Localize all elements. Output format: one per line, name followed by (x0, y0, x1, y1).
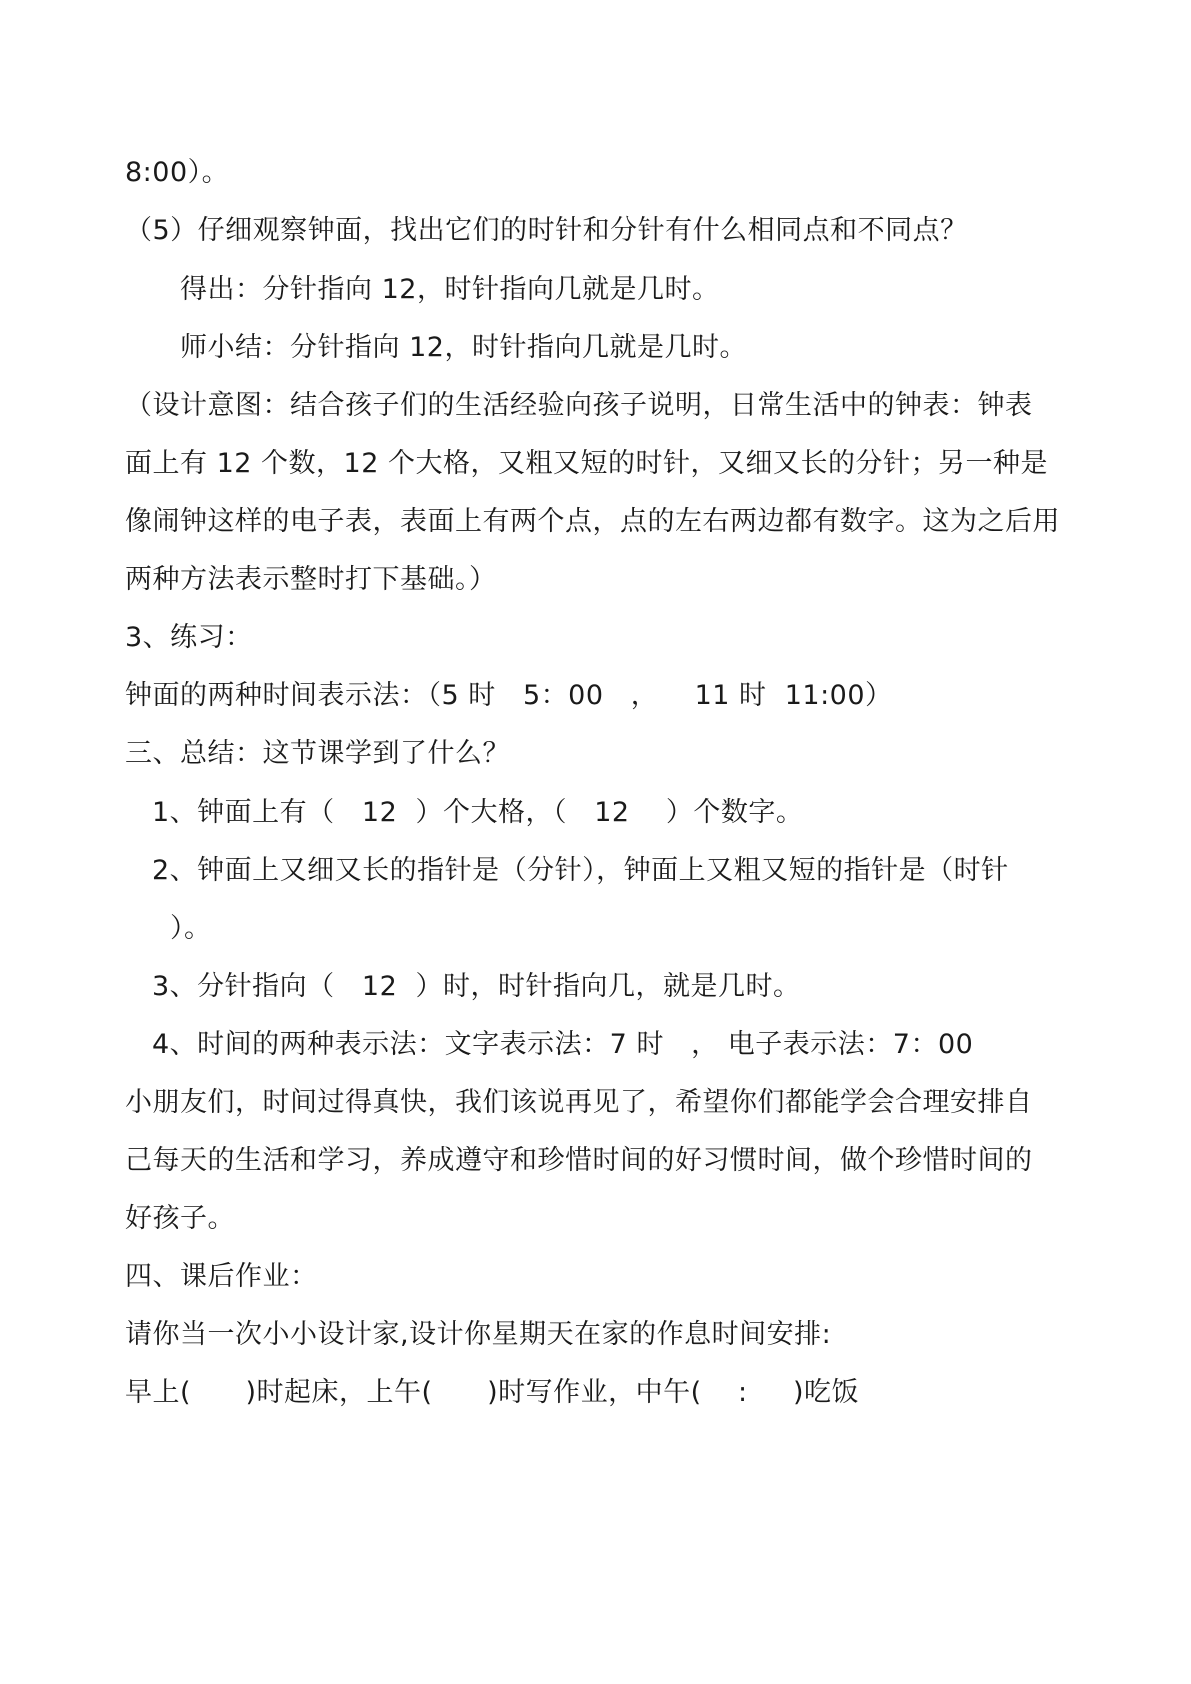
text-line: 师小结：分针指向 12，时针指向几就是几时。 (180, 332, 747, 363)
text-line: 小朋友们，时间过得真快，我们该说再见了，希望你们都能学会合理安排自 (125, 1087, 1033, 1118)
list-item: 2、钟面上又细又长的指针是（分针），钟面上又粗又短的指针是（时针 (152, 855, 1009, 886)
text-line: （设计意图：结合孩子们的生活经验向孩子说明，日常生活中的钟表：钟表 (125, 390, 1033, 421)
list-item: 1、钟面上有（ 12 ）个大格，（ 12 ）个数字。 (152, 797, 804, 828)
text-line: 钟面的两种时间表示法：（5 时 5：00 ， 11 时 11:00） (125, 680, 893, 711)
text-line: （5）仔细观察钟面，找出它们的时针和分针有什么相同点和不同点？ (125, 215, 968, 246)
text-line: 8:00）。 (125, 157, 230, 188)
section-heading: 四、课后作业： (125, 1261, 318, 1292)
list-item: 4、时间的两种表示法：文字表示法：7 时 ， 电子表示法：7：00 (152, 1029, 974, 1060)
text-line: 面上有 12 个数，12 个大格，又粗又短的时针，又细又长的分针；另一种是 (125, 448, 1048, 479)
text-line: 两种方法表示整时打下基础。） (125, 564, 497, 595)
text-line: 得出：分针指向 12，时针指向几就是几时。 (180, 274, 720, 305)
section-heading: 3、练习： (125, 622, 253, 653)
text-line: 己每天的生活和学习，养成遵守和珍惜时间的好习惯时间，做个珍惜时间的 (125, 1145, 1033, 1176)
list-item-continuation: ）。 (170, 913, 212, 944)
text-line: 请你当一次小小设计家,设计你星期天在家的作息时间安排: (125, 1319, 832, 1350)
list-item: 3、分针指向（ 12 ）时，时针指向几，就是几时。 (152, 971, 801, 1002)
text-line: 早上( )时起床，上午( )时写作业，中午( : )吃饭 (125, 1377, 860, 1408)
section-heading: 三、总结：这节课学到了什么？ (125, 738, 510, 769)
text-line: 好孩子。 (125, 1203, 235, 1234)
text-line: 像闹钟这样的电子表，表面上有两个点，点的左右两边都有数字。这为之后用 (125, 506, 1060, 537)
